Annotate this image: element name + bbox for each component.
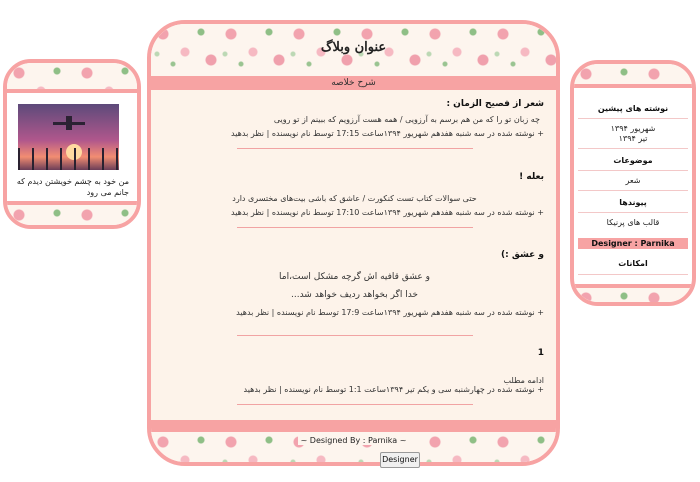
links-heading: پیوندها [619,198,647,207]
left-sidebar-panel [3,59,141,229]
floral-header [151,24,556,76]
post-meta[interactable]: + نوشته شده در سه شنبه هفدهم شهریور ۱۳۹۴ساعت 17:10 توسط نام نویسنده | نظر بدهید [231,208,544,217]
blog-title[interactable]: عنوان وبلاگ [320,40,387,55]
read-more-link[interactable]: ادامه مطلب [503,376,544,385]
features-heading: امکانات [618,259,648,268]
post-title[interactable]: 1 [537,348,544,358]
blog-description: شرح خلاصه [151,76,556,90]
sunset-airplane-image [18,104,119,170]
post-title[interactable]: شعر از فصیح الزمان : [446,99,544,109]
floral-header [574,64,692,84]
divider [578,170,688,171]
posts-area [151,90,556,420]
archive-heading: نوشته های پیشین [597,104,669,113]
archive-item[interactable]: تیر ۱۳۹۴ [618,134,648,143]
designer-credit [151,436,556,445]
designer-credit-text[interactable]: ~ Designed By : Parnika ~ [298,436,410,445]
divider [578,212,688,213]
footer-bar [151,420,556,432]
post-meta[interactable]: + نوشته شده در سه شنبه هفدهم شهریور ۱۳۹۴ساعت 17:15 توسط نام نویسنده | نظر بدهید [231,129,544,138]
post-body: خدا اگر بخواهد ردیف خواهد شد... [291,290,418,300]
post-meta[interactable]: + نوشته شده در چهارشنبه سی و یکم تیر ۱۳۹۴ساعت 1:1 توسط نام نویسنده | نظر بدهید [243,385,544,394]
topic-item[interactable]: شعر [625,176,641,185]
floral-footer [574,288,692,302]
post-body: و عشق قافیه اش گرچه مشکل است،اما [279,272,430,282]
fence-shape [18,148,119,170]
floral-header [7,63,137,89]
post [165,99,544,149]
divider [7,89,137,93]
post-separator [237,335,473,336]
post-separator [237,227,473,228]
post [165,348,544,405]
divider [574,84,692,88]
archive-item[interactable]: شهریور ۱۳۹۴ [610,124,656,133]
post [165,172,544,228]
post-title[interactable]: بعله ! [519,172,544,182]
post-meta[interactable]: + نوشته شده در سه شنبه هفدهم شهریور ۱۳۹۴ساعت 17:9 توسط نام نویسنده | نظر بدهید [236,308,544,317]
post-separator [237,404,473,405]
designer-badge[interactable]: Designer : Parnika [578,238,688,249]
post-body: حتی سوالات کتاب تست کنکورت / عاشق که باشی بیت‌های مختسری دارد [232,194,477,203]
airplane-wing-shape [66,116,72,130]
divider [578,148,688,149]
post [165,250,544,336]
main-column [147,20,560,466]
divider [578,118,688,119]
post-title[interactable]: و عشق :) [501,250,544,260]
image-caption: من خود به چشم خویشتن دیدم که جانم می رود [16,177,129,197]
designer-button[interactable]: Designer [380,452,420,468]
post-separator [237,148,473,149]
floral-footer [151,432,556,462]
floral-footer [7,205,137,225]
topics-heading: موضوعات [613,156,653,165]
right-sidebar-panel [570,60,696,306]
link-item[interactable]: قالب های پرنیکا [606,218,660,227]
divider [578,274,688,275]
divider [578,190,688,191]
post-body: چه زبان تو را که من هم برسم به آرزویی / همه هست آرزویم که ببینم از تو رویی [273,115,540,124]
